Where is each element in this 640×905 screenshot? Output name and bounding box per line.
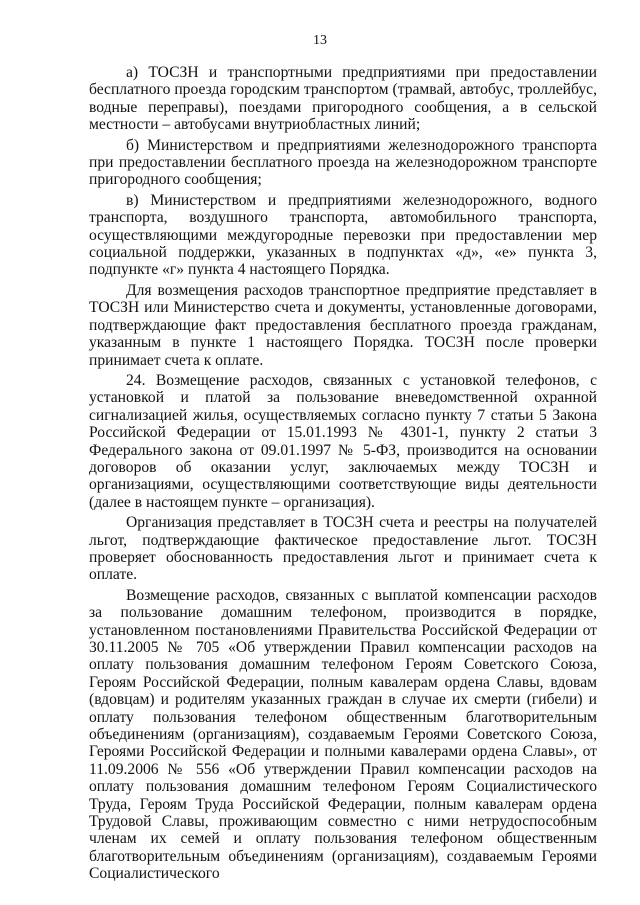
paragraph-clause-a: а) ТОСЗН и транспортными предприятиями при предоставлении бесплатного проезда городским транспортом (трамвай, автобус, троллейбус, водные переправы), поездами пригородного сообщения, а в сельской местности – автобусами внутриобластных линий; bbox=[89, 64, 597, 134]
document-body bbox=[89, 64, 597, 883]
page-number: 13 bbox=[313, 33, 327, 48]
paragraph-clause-b: б) Министерством и предприятиями железнодорожного транспорта при предоставлении бесплатного проезда на железнодорожном транспорте пригородного сообщения; bbox=[89, 136, 597, 189]
paragraph-clause-v: в) Министерством и предприятиями железнодорожного, водного транспорта, воздушного транспорта, автомобильного транспорта, осуществляющими междугородные перевозки при предоставлении мер социальной поддержки, указанных в подпунктах «д», «е» пункта 3, подпункте «г» пункта 4 настоящего Порядка. bbox=[89, 191, 597, 279]
paragraph-telephone-compensation: Возмещение расходов, связанных с выплатой компенсации расходов за пользование домашним телефоном, производится в порядке, установленном постановлениями Правительства Российской Федерации от 30.11.2005 № 705 «Об утверждении Правил компенсации расходов на оплату пользования домашним телефоном Героям Советского Союза, Героям Российской Федерации, полным кавалерам ордена Славы, вдовам (вдовцам) и родителям указанных граждан в случае их смерти (гибели) и оплату пользования телефоном общественным благотворительным объединениям (организациям), создаваемым Героями Советского Союза, Героями Российской Федерации и полными кавалерами ордена Славы», от 11.09.2006 № 556 «Об утверждении Правил компенсации расходов на оплату пользования домашним телефоном Героям Социалистического Труда, Героям Труда Российской Федерации, полным кавалерам ордена Трудовой Славы, проживающим совместно с ними нетрудоспособным членам их семей и оплату пользования телефоном общественным благотворительным объединениям (организациям), создаваемым Героями Социалистического bbox=[89, 586, 597, 883]
paragraph-reimbursement-transport: Для возмещения расходов транспортное предприятие представляет в ТОСЗН или Министерство счета и документы, установленные договорами, подтверждающие факт предоставления бесплатного проезда гражданам, указанным в пункте 1 настоящего Порядка. ТОСЗН после проверки принимает счета к оплате. bbox=[89, 281, 597, 369]
paragraph-item-24: 24. Возмещение расходов, связанных с установкой телефонов, с установкой и платой за пользование вневедомственной охранной сигнализацией жилья, осуществляемых согласно пункту 7 статьи 5 Закона Российской Федерации от 15.01.1993 № 4301-1, пункту 2 статьи 3 Федерального закона от 09.01.1997 № 5-ФЗ, производится на основании договоров об оказании услуг, заключаемых между ТОСЗН и организациями, осуществляющими соответствующие виды деятельности (далее в настоящем пункте – организация). bbox=[89, 371, 597, 511]
paragraph-organization-invoices: Организация представляет в ТОСЗН счета и реестры на получателей льгот, подтверждающие фактическое предоставление льгот. ТОСЗН проверяет обоснованность предоставления льгот и принимает счета к оплате. bbox=[89, 514, 597, 584]
